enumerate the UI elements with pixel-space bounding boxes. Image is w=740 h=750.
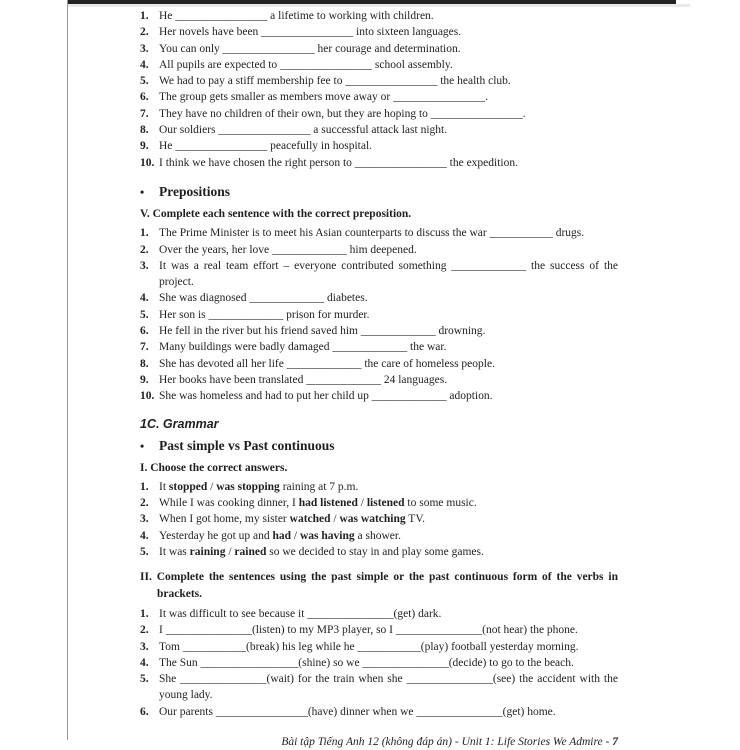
sentence-text: /: [330, 513, 340, 526]
list-item: [140, 479, 618, 495]
item-number: 5.: [140, 75, 149, 88]
item-number: 5.: [140, 546, 149, 559]
item-text: They have no children of their own, but they are hoping to ________________.: [159, 107, 526, 120]
item-number: 10.: [140, 156, 155, 169]
item-number: 1.: [140, 10, 149, 22]
answer-option: had listened: [298, 497, 358, 510]
item-text: We had to pay a stiff membership fee to ________________ the health club.: [159, 75, 511, 88]
list-item: [140, 242, 618, 258]
list-item: [140, 122, 618, 138]
sentence-text: TV.: [405, 513, 426, 526]
list-item: [140, 323, 618, 339]
item-number: 3.: [140, 513, 149, 526]
answer-option: rained: [234, 546, 267, 559]
list-item: [140, 307, 618, 323]
answer-option: was watching: [339, 513, 406, 526]
vocab-exercise-list: [140, 8, 618, 171]
item-text: All pupils are expected to ________________ school assembly.: [159, 58, 453, 71]
sentence-text: /: [207, 480, 217, 493]
item-text: She has devoted all her life _____________ the care of homeless people.: [159, 357, 495, 370]
item-text: Our soldiers ________________ a successful attack last night.: [159, 124, 448, 137]
list-item: [140, 622, 618, 638]
sentence-text: to some music.: [404, 497, 477, 510]
list-item: [140, 372, 618, 388]
answer-option: was having: [300, 529, 355, 542]
item-number: 8.: [140, 357, 149, 370]
item-text: She was homeless and had to put her child up _____________ adoption.: [159, 390, 493, 403]
answer-option: stopped: [168, 480, 208, 493]
item-text: You can only ________________ her courage and determination.: [159, 42, 461, 55]
exercise-v-list: [140, 225, 618, 404]
item-number: 2.: [140, 497, 149, 510]
item-number: 2.: [140, 243, 149, 256]
list-item: [140, 511, 618, 527]
list-item: [140, 544, 618, 560]
list-item: [140, 528, 618, 544]
item-text: [159, 511, 618, 527]
item-number: 9.: [140, 373, 149, 386]
item-text: [159, 544, 618, 560]
list-item: [140, 704, 618, 720]
item-text: [159, 495, 618, 511]
top-scan-shade: [68, 4, 690, 7]
answer-option: watched: [289, 513, 331, 526]
list-item: [140, 671, 618, 704]
page-footer: [140, 735, 618, 750]
list-item: [140, 290, 618, 306]
sentence-text: It was: [159, 546, 190, 559]
answer-option: listened: [366, 497, 405, 510]
sentence-text: raining at 7 p.m.: [279, 480, 359, 493]
exercise-v-instruction: V. Complete each sentence with the correct preposition.: [140, 207, 412, 220]
list-item: [140, 356, 618, 372]
list-item: [140, 155, 618, 171]
page-number: 7: [612, 735, 618, 748]
list-item: [140, 639, 618, 655]
grammar-topic-heading: [140, 437, 618, 455]
bullet-icon: •: [140, 184, 145, 199]
item-number: 6.: [140, 91, 149, 104]
item-number: 1.: [140, 607, 149, 620]
sentence-text: so we decided to stay in and play some games.: [266, 546, 484, 559]
item-number: 9.: [140, 140, 149, 153]
list-item: [140, 655, 618, 671]
list-item: [140, 106, 618, 122]
answer-option: had: [272, 529, 292, 542]
list-item: [140, 225, 618, 241]
item-text: Her son is _____________ prison for murder.: [159, 308, 370, 321]
prepositions-heading: [140, 183, 618, 201]
item-text: The Sun _________________(shine) so we _______________(decide) to go to the beach.: [159, 656, 574, 669]
sentence-text: a shower.: [354, 529, 401, 542]
list-item: [140, 24, 618, 40]
list-item: [140, 8, 618, 24]
item-text: He fell in the river but his friend saved him _____________ drowning.: [159, 325, 486, 338]
item-text: I think we have chosen the right person to ________________ the expedition.: [159, 156, 518, 169]
answer-option: raining: [189, 546, 226, 559]
item-text: She _______________(wait) for the train when she _______________(see) the accident with the young lady.: [159, 673, 618, 702]
item-text: Her books have been translated _____________ 24 languages.: [159, 373, 448, 386]
list-item: [140, 606, 618, 622]
grammar-topic-heading-text: Past simple vs Past continuous: [159, 437, 335, 453]
item-text: Over the years, her love _____________ him deepened.: [159, 243, 417, 256]
item-number: 4.: [140, 292, 149, 305]
list-item: [140, 73, 618, 89]
sentence-text: /: [225, 546, 235, 559]
exercise-ii-instruction: II. Complete the sentences using the past simple or the past continuous form of the verbs in brackets.: [140, 571, 618, 600]
item-number: 7.: [140, 107, 149, 120]
grammar-section-heading: 1C. Grammar: [140, 416, 219, 431]
page-edge-line: [67, 0, 68, 740]
item-text: It was a real team effort – everyone contributed something _____________ the success of the project.: [159, 259, 618, 289]
item-text: He ________________ peacefully in hospital.: [159, 140, 373, 153]
bullet-icon: •: [140, 438, 145, 453]
item-number: 2.: [140, 624, 149, 637]
item-text: Her novels have been ________________ into sixteen languages.: [159, 26, 462, 39]
exercise-ii-list: [140, 606, 618, 720]
exercise-i-list: [140, 479, 618, 560]
item-number: 2.: [140, 26, 149, 39]
item-text: I _______________(listen) to my MP3 player, so I _______________(not hear) the phone.: [159, 624, 578, 637]
answer-option: was stopping: [216, 480, 280, 493]
list-item: [140, 138, 618, 154]
item-text: She was diagnosed _____________ diabetes.: [159, 292, 368, 305]
item-text: [159, 528, 618, 544]
sentence-text: It: [159, 480, 169, 493]
item-number: 3.: [140, 259, 149, 272]
item-number: 3.: [140, 640, 149, 653]
item-text: The Prime Minister is to meet his Asian counterparts to discuss the war ___________ drugs.: [159, 227, 585, 240]
item-number: 3.: [140, 42, 149, 55]
sentence-text: /: [291, 529, 300, 542]
item-number: 1.: [140, 227, 149, 240]
item-number: 8.: [140, 124, 149, 137]
item-number: 10.: [140, 390, 155, 403]
item-number: 7.: [140, 341, 149, 354]
page-content: [140, 8, 618, 750]
sentence-text: When I got home, my sister: [159, 513, 290, 526]
item-number: 6.: [140, 705, 149, 718]
sentence-text: /: [357, 497, 367, 510]
item-number: 4.: [140, 58, 149, 71]
sentence-text: While I was cooking dinner, I: [159, 497, 299, 510]
item-text: He ________________ a lifetime to working with children.: [159, 10, 434, 22]
list-item: [140, 339, 618, 355]
list-item: [140, 495, 618, 511]
item-number: 5.: [140, 308, 149, 321]
list-item: [140, 89, 618, 105]
list-item: [140, 258, 618, 291]
exercise-i-instruction: I. Choose the correct answers.: [140, 461, 288, 474]
item-text: The group gets smaller as members move away or ________________.: [159, 91, 488, 104]
item-number: 6.: [140, 325, 149, 338]
list-item: [140, 41, 618, 57]
item-text: Many buildings were badly damaged _____________ the war.: [159, 341, 447, 354]
sentence-text: Yesterday he got up and: [159, 529, 273, 542]
list-item: [140, 388, 618, 404]
footer-text: Bài tập Tiếng Anh 12 (không đáp án) - Unit 1: Life Stories We Admire -: [281, 735, 613, 748]
item-number: 4.: [140, 656, 149, 669]
item-number: 1.: [140, 480, 149, 493]
item-text: Tom ___________(break) his leg while he ___________(play) football yesterday morning.: [159, 640, 579, 653]
item-text: Our parents ________________(have) dinner when we _______________(get) home.: [159, 705, 556, 718]
item-text: [159, 479, 618, 495]
item-text: It was difficult to see because it _______________(get) dark.: [159, 607, 442, 620]
list-item: [140, 57, 618, 73]
prepositions-heading-text: Prepositions: [159, 183, 231, 199]
item-number: 4.: [140, 529, 149, 542]
item-number: 5.: [140, 673, 149, 686]
